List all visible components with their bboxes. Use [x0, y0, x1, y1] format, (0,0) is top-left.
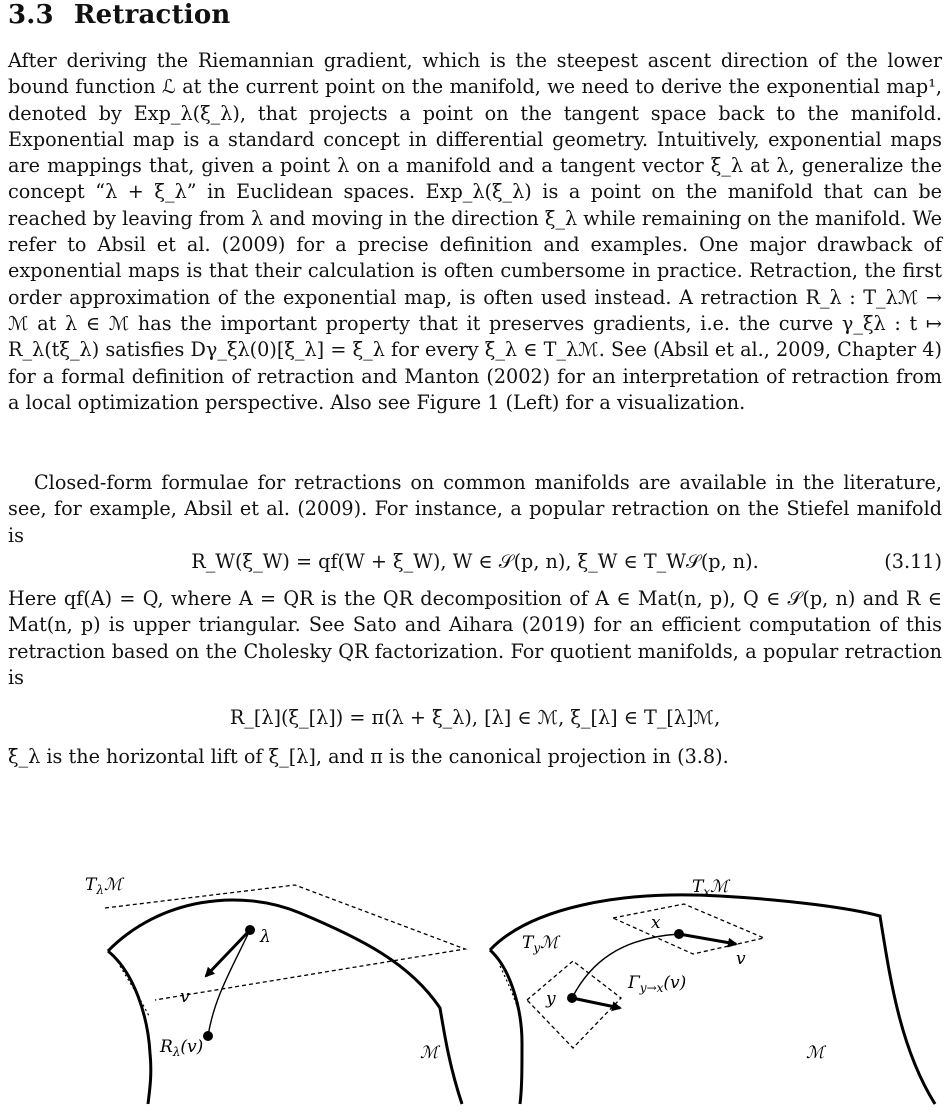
paragraph-2-text: Closed-form formulae for retractions on common manifolds are available in the literature, see, for example, Absil et al. (2009). For instance, a popular retraction on the Stiefel manifold is: [8, 471, 942, 547]
label-tangent-x: $T_xℳ$: [692, 877, 729, 899]
tangent-plane-left: [105, 885, 465, 1000]
figure-retraction-transport: [0, 868, 950, 1114]
label-transport: $\Gamma_{y\to x}(v)$: [628, 973, 687, 995]
left-panel: [85, 875, 465, 1104]
equation-3-11: [8, 548, 942, 576]
manifold-surface-side-left: [108, 951, 151, 1104]
paragraph-4-text: ξ̄_λ is the horizontal lift of ξ_[λ], and π is the canonical projection in (3.8).: [8, 745, 729, 768]
paragraph-2: [8, 470, 942, 549]
right-panel: [490, 877, 935, 1104]
label-v-right: v: [736, 949, 746, 969]
label-retraction: $R_\lambda(v)$: [160, 1037, 204, 1059]
label-x: x: [651, 913, 661, 933]
section-number: 3.3: [8, 0, 54, 30]
equation-3-11-tag: (3.11): [884, 550, 942, 573]
label-manifold-left: ℳ: [420, 1043, 439, 1063]
label-tangent-left: $T_\lambda ℳ$: [85, 875, 123, 897]
paragraph-3: [8, 586, 942, 691]
tangent-plane-x: [613, 904, 764, 954]
manifold-surface-top-left: [108, 900, 462, 1104]
label-manifold-right: ℳ: [806, 1043, 825, 1063]
vector-v: [206, 930, 250, 976]
label-tangent-y: $T_yℳ$: [522, 933, 559, 955]
section-heading: [8, 0, 231, 30]
label-v-left: v: [180, 987, 190, 1007]
label-lambda: λ: [260, 927, 271, 947]
retraction-curve: [208, 930, 250, 1036]
hidden-edge-left: [120, 966, 150, 1018]
manifold-surface-side-right: [490, 950, 522, 1104]
paragraph-1-text: After deriving the Riemannian gradient, which is the steepest ascent direction of the lower bound function ℒ at the current point on the manifold, we need to derive the exponential map¹, denoted by Exp_λ(ξ_λ), that projects a point on the tangent space back to the manifold. Exponential map is a standard concept in differential geometry. Intuitively, exponential maps are mappings that, given a point λ on a manifold and a tangent vector ξ_λ at λ, generalize the concept “λ + ξ_λ” in Euclidean spaces. Exp_λ(ξ_λ) is a point on the manifold that can be reached by leaving from λ and moving in the direction ξ_λ while remaining on the manifold. We refer to Absil et al. (2009) for a precise definition and examples. One major drawback of exponential maps is that their calculation is often cumbersome in practice. Retraction, the first order approximation of the exponential map, is often used instead. A retraction R_λ : T_λℳ → ℳ at λ ∈ ℳ has the important property that it preserves gradients, i.e. the curve γ_ξλ : t ↦ R_λ(tξ_λ) satisfies Dγ_ξλ(0)[ξ_λ] = ξ_λ for every ξ_λ ∈ T_λℳ. See (Absil et al., 2009, Chapter 4) for a formal definition of retraction and Manton (2002) for an interpretation of retraction from a local optimization perspective. Also see Figure 1 (Left) for a visualization.: [8, 49, 942, 414]
vector-v-at-y: [572, 998, 620, 1008]
section-title: Retraction: [73, 0, 231, 30]
paragraph-4: [8, 744, 942, 770]
label-y: y: [546, 989, 556, 1009]
equation-3-11-body: R_W(ξ_W) = qf(W + ξ_W), W ∈ 𝒮(p, n), ξ_W ∈ T_W𝒮(p, n).: [191, 550, 759, 573]
manifold-surface-top-right: [490, 895, 935, 1104]
point-retraction: [203, 1031, 213, 1041]
equation-quotient-body: R_[λ](ξ_[λ]) = π(λ + ξ̄_λ), [λ] ∈ ℳ, ξ_[λ] ∈ T_[λ]ℳ,: [229, 706, 721, 729]
equation-quotient: [8, 704, 942, 732]
paragraph-1: [8, 48, 942, 416]
paragraph-3-text: Here qf(A) = Q, where A = QR is the QR decomposition of A ∈ Mat(n, p), Q ∈ 𝒮(p, n) and R ∈ Mat(n, p) is upper triangular. See Sato and Aihara (2019) for an efficient computation of this retraction based on the Cholesky QR factorization. For quotient manifolds, a popular retraction is: [8, 587, 942, 689]
vector-v-at-x: [679, 934, 736, 944]
